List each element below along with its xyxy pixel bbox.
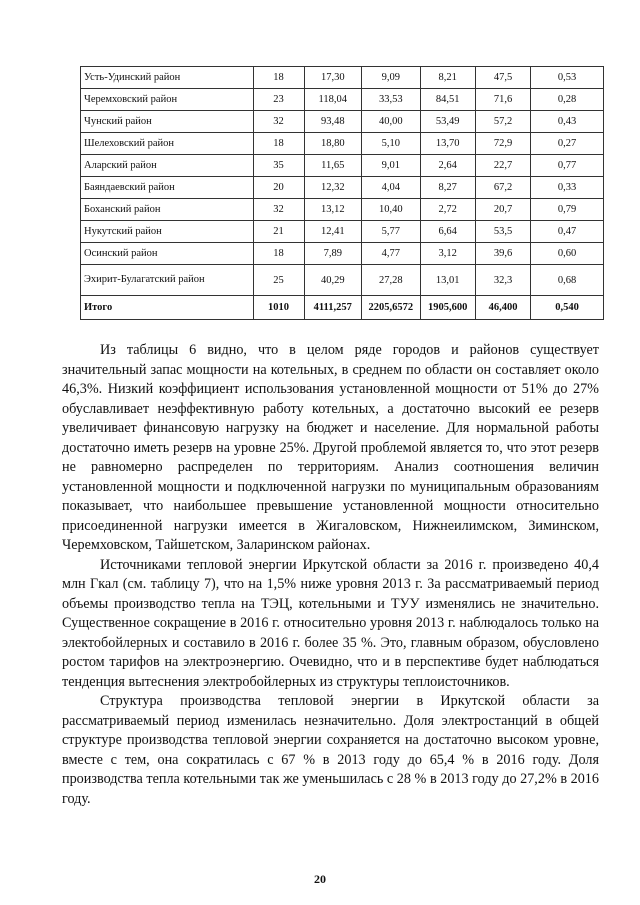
table-cell-name: Боханский район (81, 199, 254, 221)
table-cell: 13,70 (420, 133, 475, 155)
table-cell: 12,32 (304, 177, 362, 199)
table-row (81, 155, 604, 177)
paragraph: Источниками тепловой энергии Иркутской области за 2016 г. произведено 40,4 млн Гкал (см. таблицу 7), что на 1,5% ниже уровня 2013 г. За рассматриваемый период объемы производство тепла на ТЭЦ, котельными и ТУУ изменялись не значительно. Существенное сокращение в 2016 г. относительно уровня 2013 г. наблюдалось только на электобойлерных и составило в 2016 г. более 35 %. Это, главным образом, обусловлено ростом тарифов на электроэнергию. Очевидно, что и в перспективе будет наблюдаться тенденция вытеснения электробойлерных из структуры теплоисточников. (62, 556, 599, 690)
table-cell: 9,09 (362, 67, 421, 89)
table-cell: 93,48 (304, 111, 362, 133)
table-cell: 0,540 (531, 296, 604, 320)
table-cell: 17,30 (304, 67, 362, 89)
table-row (81, 177, 604, 199)
table-cell: 18 (253, 67, 304, 89)
table-cell: 1905,600 (420, 296, 475, 320)
table-cell: 2205,6572 (362, 296, 421, 320)
table-cell: 18,80 (304, 133, 362, 155)
table-cell-name: Нукутский район (81, 221, 254, 243)
table-cell: 0,33 (531, 177, 604, 199)
table-cell: 32 (253, 199, 304, 221)
table-cell: 53,5 (475, 221, 530, 243)
table-cell: 18 (253, 243, 304, 265)
table-cell: 118,04 (304, 89, 362, 111)
table-cell-name: Итого (81, 296, 254, 320)
table-cell: 4,04 (362, 177, 421, 199)
table-cell: 40,29 (304, 265, 362, 296)
table-cell: 46,400 (475, 296, 530, 320)
table-cell-name: Шелеховский район (81, 133, 254, 155)
table-cell: 5,10 (362, 133, 421, 155)
table-row (81, 89, 604, 111)
table-cell-name: Усть-Удинский район (81, 67, 254, 89)
table-cell: 0,68 (531, 265, 604, 296)
table-cell: 4111,257 (304, 296, 362, 320)
table-cell: 18 (253, 133, 304, 155)
table-cell: 23 (253, 89, 304, 111)
table-row (81, 265, 604, 296)
table-cell: 2,64 (420, 155, 475, 177)
table-cell-name: Аларский район (81, 155, 254, 177)
table-cell-name: Эхирит-Булагатский район (81, 265, 254, 296)
table-cell: 10,40 (362, 199, 421, 221)
table-cell: 32 (253, 111, 304, 133)
table-cell: 35 (253, 155, 304, 177)
table-row (81, 133, 604, 155)
table-cell: 0,79 (531, 199, 604, 221)
paragraph: Структура производства тепловой энергии в Иркутской области за рассматриваемый период изменилась незначительно. Доля электростанций в общей структуре производства тепловой энергии сохраняется на достаточно высоком уровне, вместе с тем, она сократилась с 67 % в 2013 году до 65,4 % в 2016 году. Доля производства тепла котельными так же уменьшилась с 28 % в 2013 году до 27,2% в 2016 году. (62, 693, 599, 807)
table-cell: 8,27 (420, 177, 475, 199)
table-row (81, 111, 604, 133)
data-table (80, 66, 604, 320)
table-cell: 22,7 (475, 155, 530, 177)
table-cell: 20,7 (475, 199, 530, 221)
table-cell: 47,5 (475, 67, 530, 89)
table-cell: 1010 (253, 296, 304, 320)
table-cell: 71,6 (475, 89, 530, 111)
table-cell: 5,77 (362, 221, 421, 243)
table-cell: 0,27 (531, 133, 604, 155)
table-total-row (81, 296, 604, 320)
table-cell: 13,12 (304, 199, 362, 221)
table-cell: 25 (253, 265, 304, 296)
table-cell: 0,43 (531, 111, 604, 133)
table-cell: 57,2 (475, 111, 530, 133)
table-row (81, 221, 604, 243)
table-row (81, 199, 604, 221)
table-cell: 0,28 (531, 89, 604, 111)
paragraph: Из таблицы 6 видно, что в целом ряде городов и районов существует значительный запас мощности на котельных, в среднем по области он составляет около 46,3%. Низкий коэффициент использования установленной мощности от 51% до 27% обуславливает неэффективную работу котельных, а достаточно высокий ее резерв увеличивает финансовую нагрузку на бюджет и население. Для нормальной работы достаточно иметь резерв на уровне 25%. Другой проблемой является то, что этот резерв не равномерно распределен по территориям. Анализ соотношения величин установленной мощности и подключенной нагрузки по муниципальным образованиям показывает, что наибольшее превышение установленной мощности относительно присоединенной нагрузки имеется в Жигаловском, Нижнеилимском, Зиминском, Черемховском, Тайшетском, Заларинском районах. (62, 342, 599, 553)
table-cell: 0,77 (531, 155, 604, 177)
table-cell: 27,28 (362, 265, 421, 296)
table-cell: 40,00 (362, 111, 421, 133)
table-cell-name: Черемховский район (81, 89, 254, 111)
table-cell: 39,6 (475, 243, 530, 265)
table-cell: 32,3 (475, 265, 530, 296)
table-cell: 72,9 (475, 133, 530, 155)
table-cell: 21 (253, 221, 304, 243)
table-cell: 0,53 (531, 67, 604, 89)
table-cell: 0,47 (531, 221, 604, 243)
table-cell: 6,64 (420, 221, 475, 243)
table-cell: 11,65 (304, 155, 362, 177)
table-cell: 53,49 (420, 111, 475, 133)
table-cell: 20 (253, 177, 304, 199)
table-row (81, 67, 604, 89)
table-cell: 8,21 (420, 67, 475, 89)
table-cell-name: Чунский район (81, 111, 254, 133)
table-cell: 3,12 (420, 243, 475, 265)
table-cell-name: Баяндаевский район (81, 177, 254, 199)
table-cell: 4,77 (362, 243, 421, 265)
table-cell: 2,72 (420, 199, 475, 221)
table-cell: 33,53 (362, 89, 421, 111)
table-cell: 9,01 (362, 155, 421, 177)
table-cell-name: Осинский район (81, 243, 254, 265)
table-cell: 7,89 (304, 243, 362, 265)
page-number: 20 (314, 872, 326, 886)
table-cell: 84,51 (420, 89, 475, 111)
table-cell: 0,60 (531, 243, 604, 265)
table-cell: 13,01 (420, 265, 475, 296)
table-row (81, 243, 604, 265)
table-cell: 12,41 (304, 221, 362, 243)
body-text (62, 341, 599, 809)
table-cell: 67,2 (475, 177, 530, 199)
